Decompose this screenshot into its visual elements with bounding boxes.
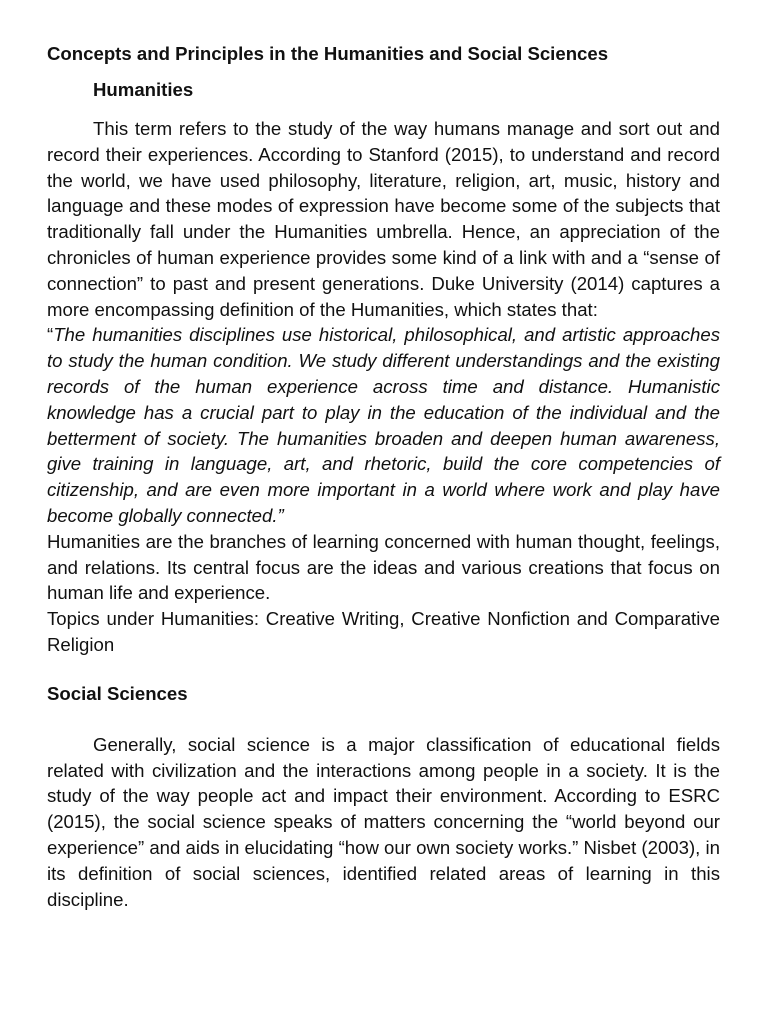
humanities-intro-paragraph: This term refers to the study of the way humans manage and sort out and record their experiences. According to Stanford (2015), to understand and record the world, we have used philosophy, literature, religion, art, music, history and language and these modes of expression have become some of the subjects that traditionally fall under the Humanities umbrella. Hence, an appreciation of the chronicles of human experience provides some kind of a link with and a “sense of connection” to past and present generations. Duke University (2014) captures a more encompassing definition of the Humanities, which states that: bbox=[47, 118, 720, 320]
document-page bbox=[47, 40, 720, 912]
duke-quote-text: The humanities disciplines use historical, philosophical, and artistic approaches to study the human condition. We study different understandings and the existing records of the human experience across time and distance. Humanistic knowledge has a crucial part to play in the education of the individual and the betterment of society. The humanities broaden and deepen human awareness, give training in language, art, and rhetoric, build the core competencies of citizenship, and are even more important in a world where work and play have become globally connected.” bbox=[47, 324, 720, 526]
social-sciences-paragraph: Generally, social science is a major classification of educational fields related with civilization and the interactions among people in a society. It is the study of the way people act and impact their environment. According to ESRC (2015), the social science speaks of matters concerning the “world beyond our experience” and aids in elucidating “how our own society works.” Nisbet (2003), in its definition of social sciences, identified related areas of learning in this discipline. bbox=[47, 733, 720, 910]
duke-quote-paragraph bbox=[47, 322, 720, 528]
document-title: Concepts and Principles in the Humanities and Social Sciences bbox=[47, 43, 609, 64]
humanities-topics-paragraph: Topics under Humanities: Creative Writing, Creative Nonfiction and Comparative Religion bbox=[47, 608, 720, 655]
humanities-definition-paragraph: Humanities are the branches of learning concerned with human thought, feelings, and relations. Its central focus are the ideas and various creations that focus on human life and experience. bbox=[47, 530, 720, 604]
social-sciences-heading: Social Sciences bbox=[47, 682, 188, 704]
humanities-heading: Humanities bbox=[93, 79, 194, 100]
quote-open-mark: “ bbox=[47, 324, 54, 346]
